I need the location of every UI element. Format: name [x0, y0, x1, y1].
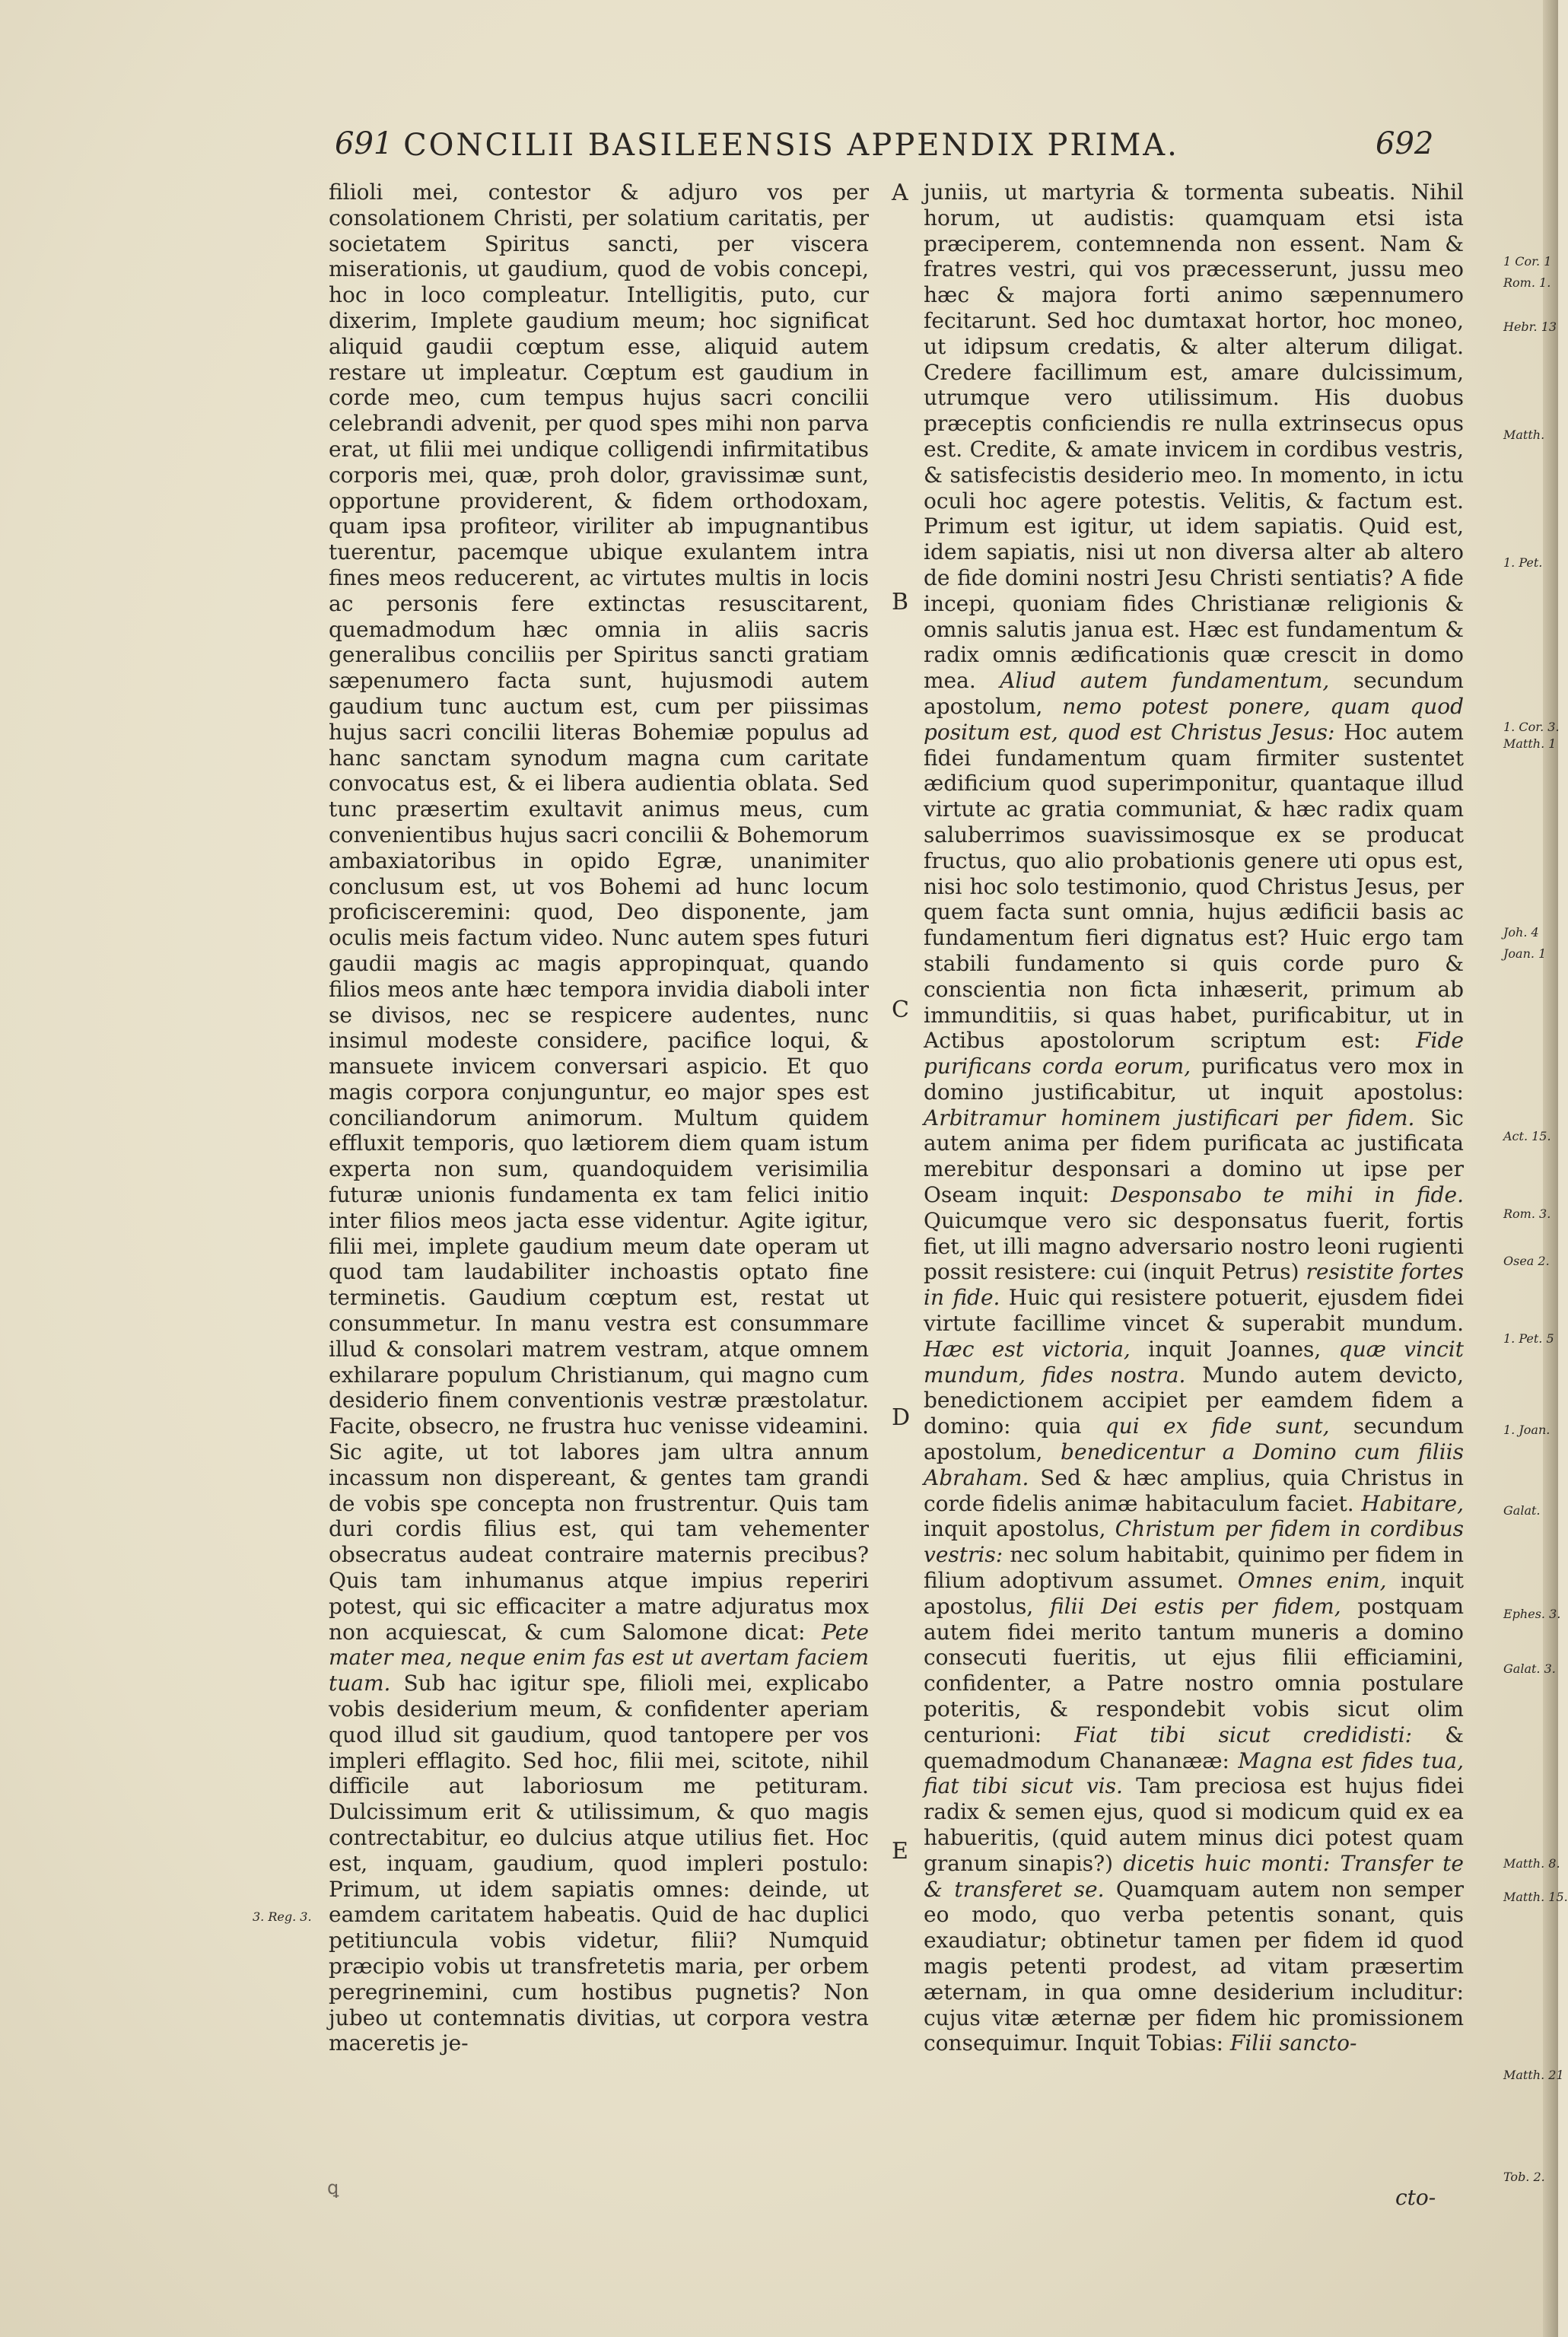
margin-note-left: 3. Reg. 3.: [253, 1909, 312, 1924]
page-edge: [1543, 0, 1558, 2337]
section-letter-c: C: [892, 997, 909, 1023]
margin-note-right: Ephes. 3.: [1503, 1607, 1561, 1621]
right-column: [924, 180, 1464, 2056]
page-number-left: 691: [335, 126, 393, 161]
bottom-left-mark: ꝗ: [327, 2177, 339, 2199]
margin-note-right: Act. 15.: [1503, 1129, 1551, 1143]
catchword: cto-: [1395, 2185, 1436, 2210]
margin-note-right: Joan. 1: [1503, 946, 1547, 961]
margin-note-right: Tob. 2.: [1503, 2170, 1545, 2184]
margin-note-right: 1. Joan.: [1503, 1423, 1551, 1437]
margin-note-right: Matth. 15.: [1503, 1890, 1568, 1904]
margin-note-right: 1. Pet. 5: [1503, 1331, 1554, 1346]
margin-note-right: Matth. 21: [1503, 2068, 1564, 2082]
margin-note-right: Galat.: [1503, 1503, 1541, 1518]
running-head: CONCILII BASILEENSIS APPENDIX PRIMA.: [403, 128, 1179, 163]
margin-note-right: Joh. 4: [1503, 925, 1539, 940]
left-column: [329, 180, 869, 2056]
section-letter-d: D: [892, 1404, 911, 1431]
margin-note-right: 1. Cor. 3.: [1503, 720, 1560, 734]
margin-note-right: 1 Cor. 1: [1503, 254, 1552, 269]
margin-note-right: Matth. 8.: [1503, 1856, 1560, 1871]
margin-note-right: Matth. 1: [1503, 736, 1557, 751]
section-letter-e: E: [892, 1838, 908, 1865]
page-number-right: 692: [1376, 126, 1434, 161]
right-column-text: juniis, ut martyria & tormenta subeatis. Nihil horum, ut audistis: quamquam etsi ista præciperem, contemnenda non essent. Nam & fratres vestri, qui vos præcesserunt, jussu meo hæc & majora forti animo sæpennumero fecitarunt. Sed hoc dumtaxat hortor, hoc moneo, ut idipsum credatis, & alter alterum diligat. Credere facillimum est, amare dulcissimum, utrumque vero utilissimum. His duobus præceptis conficiendis re nulla extrinsecus opus est. Credite, & amate invicem in cordibus vestris, & satisfecistis desiderio meo. In momento, in ictu oculi hoc agere potestis. Velitis, & factum est. Primum est igitur, ut idem sapiatis. Quid est, idem sapiatis, nisi ut non diversa alter ab altero de fide domini nostri Jesu Christi sentiatis? A fide incepi, quoniam fides Christianæ religionis & omnis salutis janua est. Hæc est fundamentum & radix omnis ædificationis quæ crescit in domo mea. Aliud autem fundamentum, secundum apostolum, nemo potest ponere, quam quod positum est, quod est Christus Jesus: Hoc autem fidei fundamentum quam firmiter sustentet ædificium quod superimponitur, quantaque illud virtute ac gratia communiat, & hæc radix quam saluberrimos suavissimosque ex se producat fructus, quo alio probationis genere uti opus est, nisi hoc solo testimonio, quod Christus Jesus, per quem facta sunt omnia, hujus ædificii basis ac fundamentum fieri dignatus est? Huic ergo tam stabili fundamento si quis corde puro & conscientia non ficta inhæserit, primum ab immunditiis, si quas habet, purificabitur, ut in Actibus apostolorum scriptum est: Fide purificans corda eorum, purificatus vero mox in domino justificabitur, ut inquit apostolus: Arbitramur hominem justificari per fidem. Sic autem anima per fidem purificata ac justificata merebitur desponsari a domino ut ipse per Oseam inquit: Desponsabo te mihi in fide. Quicumque vero sic desponsatus fuerit, fortis fiet, ut illi magno adversario nostro leoni rugienti possit resistere: cui (inquit Petrus) resistite fortes in fide. Huic qui resistere potuerit, ejusdem fidei virtute facillime vincet & superabit mundum. Hæc est victoria, inquit Joannes, quæ vincit mundum, fides nostra. Mundo autem devicto, benedictionem accipiet per eamdem fidem a domino: quia qui ex fide sunt, secundum apostolum, benedicentur a Domino cum filiis Abraham. Sed & hæc amplius, quia Christus in corde fidelis animæ habitaculum faciet. Habitare, inquit apostolus, Christum per fidem in cordibus vestris: nec solum habitabit, quinimo per fidem in filium adoptivum assumet. Omnes enim, inquit apostolus, filii Dei estis per fidem, postquam autem fidei merito tantum muneris a domino consecuti fueritis, ut ejus filii efficiamini, confidenter, a Patre nostro omnia postulare poteritis, & respondebit vobis sicut olim centurioni: Fiat tibi sicut credidisti: & quemadmodum Chananææ: Magna est fides tua, fiat tibi sicut vis. Tam preciosa est hujus fidei radix & semen ejus, quod si modicum quid ex ea habueritis, (quid autem minus dici potest quam granum sinapis?) dicetis huic monti: Transfer te & transferet se. Quamquam autem non semper eo modo, quo verba petentis sonant, quis exaudiatur; obtinetur tamen per fidem id quod magis petenti prodest, ad vitam præsertim æternam, in qua omne desiderium includitur: cujus vitæ æternæ per fidem hic promissionem consequimur. Inquit Tobias: Filii sancto-: [924, 180, 1465, 2056]
margin-note-right: Galat. 3.: [1503, 1661, 1556, 1676]
margin-note-right: Rom. 3.: [1503, 1207, 1551, 1221]
margin-note-right: Matth.: [1503, 428, 1545, 442]
margin-note-right: Osea 2.: [1503, 1254, 1550, 1268]
margin-note-right: Hebr. 13: [1503, 320, 1557, 334]
section-letter-b: B: [892, 589, 909, 615]
margin-note-right: Rom. 1.: [1503, 275, 1551, 290]
section-letter-a: A: [892, 180, 908, 206]
section-letters: [892, 180, 914, 1929]
left-column-text: filioli mei, contestor & adjuro vos per consolationem Christi, per solatium caritatis, per societatem Spiritus sancti, per viscera miserationis, ut gaudium, quod de vobis concepi, hoc in loco compleatur. Intelligitis, puto, cur dixerim, Implete gaudium meum; hoc significat aliquid gaudii cœptum esse, aliquid autem restare ut impleatur. Cœptum est gaudium in corde meo, cum tempus hujus sacri concilii celebrandi advenit, per quod spes mihi non parva erat, ut filii mei undique colligendi infirmitatibus corporis mei, quæ, proh dolor, gravissimæ sunt, opportune providerent, & fidem orthodoxam, quam ipsa profiteor, viriliter ab impugnantibus tuerentur, pacemque ubique exulantem intra fines meos reducerent, ac virtutes multis in locis ac personis fere extinctas resuscitarent, quemadmodum hæc omnia in aliis sacris generalibus conciliis per Spiritus sancti gratiam sæpenumero facta sunt, hujusmodi autem gaudium tunc auctum est, cum per piissimas hujus sacri concilii literas Bohemiæ populus ad hanc sanctam synodum magna cum caritate convocatus est, & ei libera audientia oblata. Sed tunc præsertim exultavit animus meus, cum convenientibus hujus sacri concilii & Bohemorum ambaxiatoribus in opido Egræ, unanimiter conclusum est, ut vos Bohemi ad hunc locum proficisceremini: quod, Deo disponente, jam oculis meis factum video. Nunc autem spes futuri gaudii magis ac magis appropinquat, quando filios meos ante hæc tempora invidia diaboli inter se divisos, nec se respicere audentes, nunc insimul modeste considere, pacifice loqui, & mansuete invicem conversari aspicio. Et quo magis corpora conjunguntur, eo major spes est conciliandorum animorum. Multum quidem effluxit temporis, quo lætiorem diem quam istum experta non sum, quandoquidem verisimilia futuræ unionis fundamenta ex tam felici initio inter filios meos jacta esse videntur. Agite igitur, filii mei, implete gaudium meum date operam ut quod tam laudabiliter inchoastis optato fine terminetis. Gaudium cœptum est, restat ut consummetur. In manu vestra est consummare illud & consolari matrem vestram, atque omnem exhilarare populum Christianum, qui magno cum desiderio finem conventionis vestræ præstolatur. Facite, obsecro, ne frustra huc venisse videamini. Sic agite, ut tot labores jam ultra annum incassum non dispereant, & gentes tam grandi de vobis spe concepta non frustrentur. Quis tam duri cordis filius est, qui tam vehementer obsecratus audeat contraire maternis precibus? Quis tam inhumanus atque impius reperiri potest, qui sic efficaciter a matre adjuratus mox non acquiescat, & cum Salomone dicat: Pete mater mea, neque enim fas est ut avertam faciem tuam. Sub hac igitur spe, filioli mei, explicabo vobis desiderium meum, & confidenter aperiam quod illud sit gaudium, quod tantopere per vos impleri efflagito. Sed hoc, filii mei, scitote, nihil difficile aut laboriosum me petituram. Dulcissimum erit & utilissimum, & quo magis contrectabitur, eo dulcius atque utilius fiet. Hoc est, inquam, gaudium, quod impleri postulo: Primum, ut idem sapiatis omnes: deinde, ut eamdem caritatem habeatis. Quid de hac duplici petitiuncula vobis videtur, filii? Numquid præcipio vobis ut transfretetis maria, per orbem peregrinemini, cum hostibus pugnetis? Non jubeo ut contemnatis divitias, ut corpora vestra maceretis je-: [329, 180, 869, 2056]
margin-note-right: 1. Pet.: [1503, 555, 1543, 570]
